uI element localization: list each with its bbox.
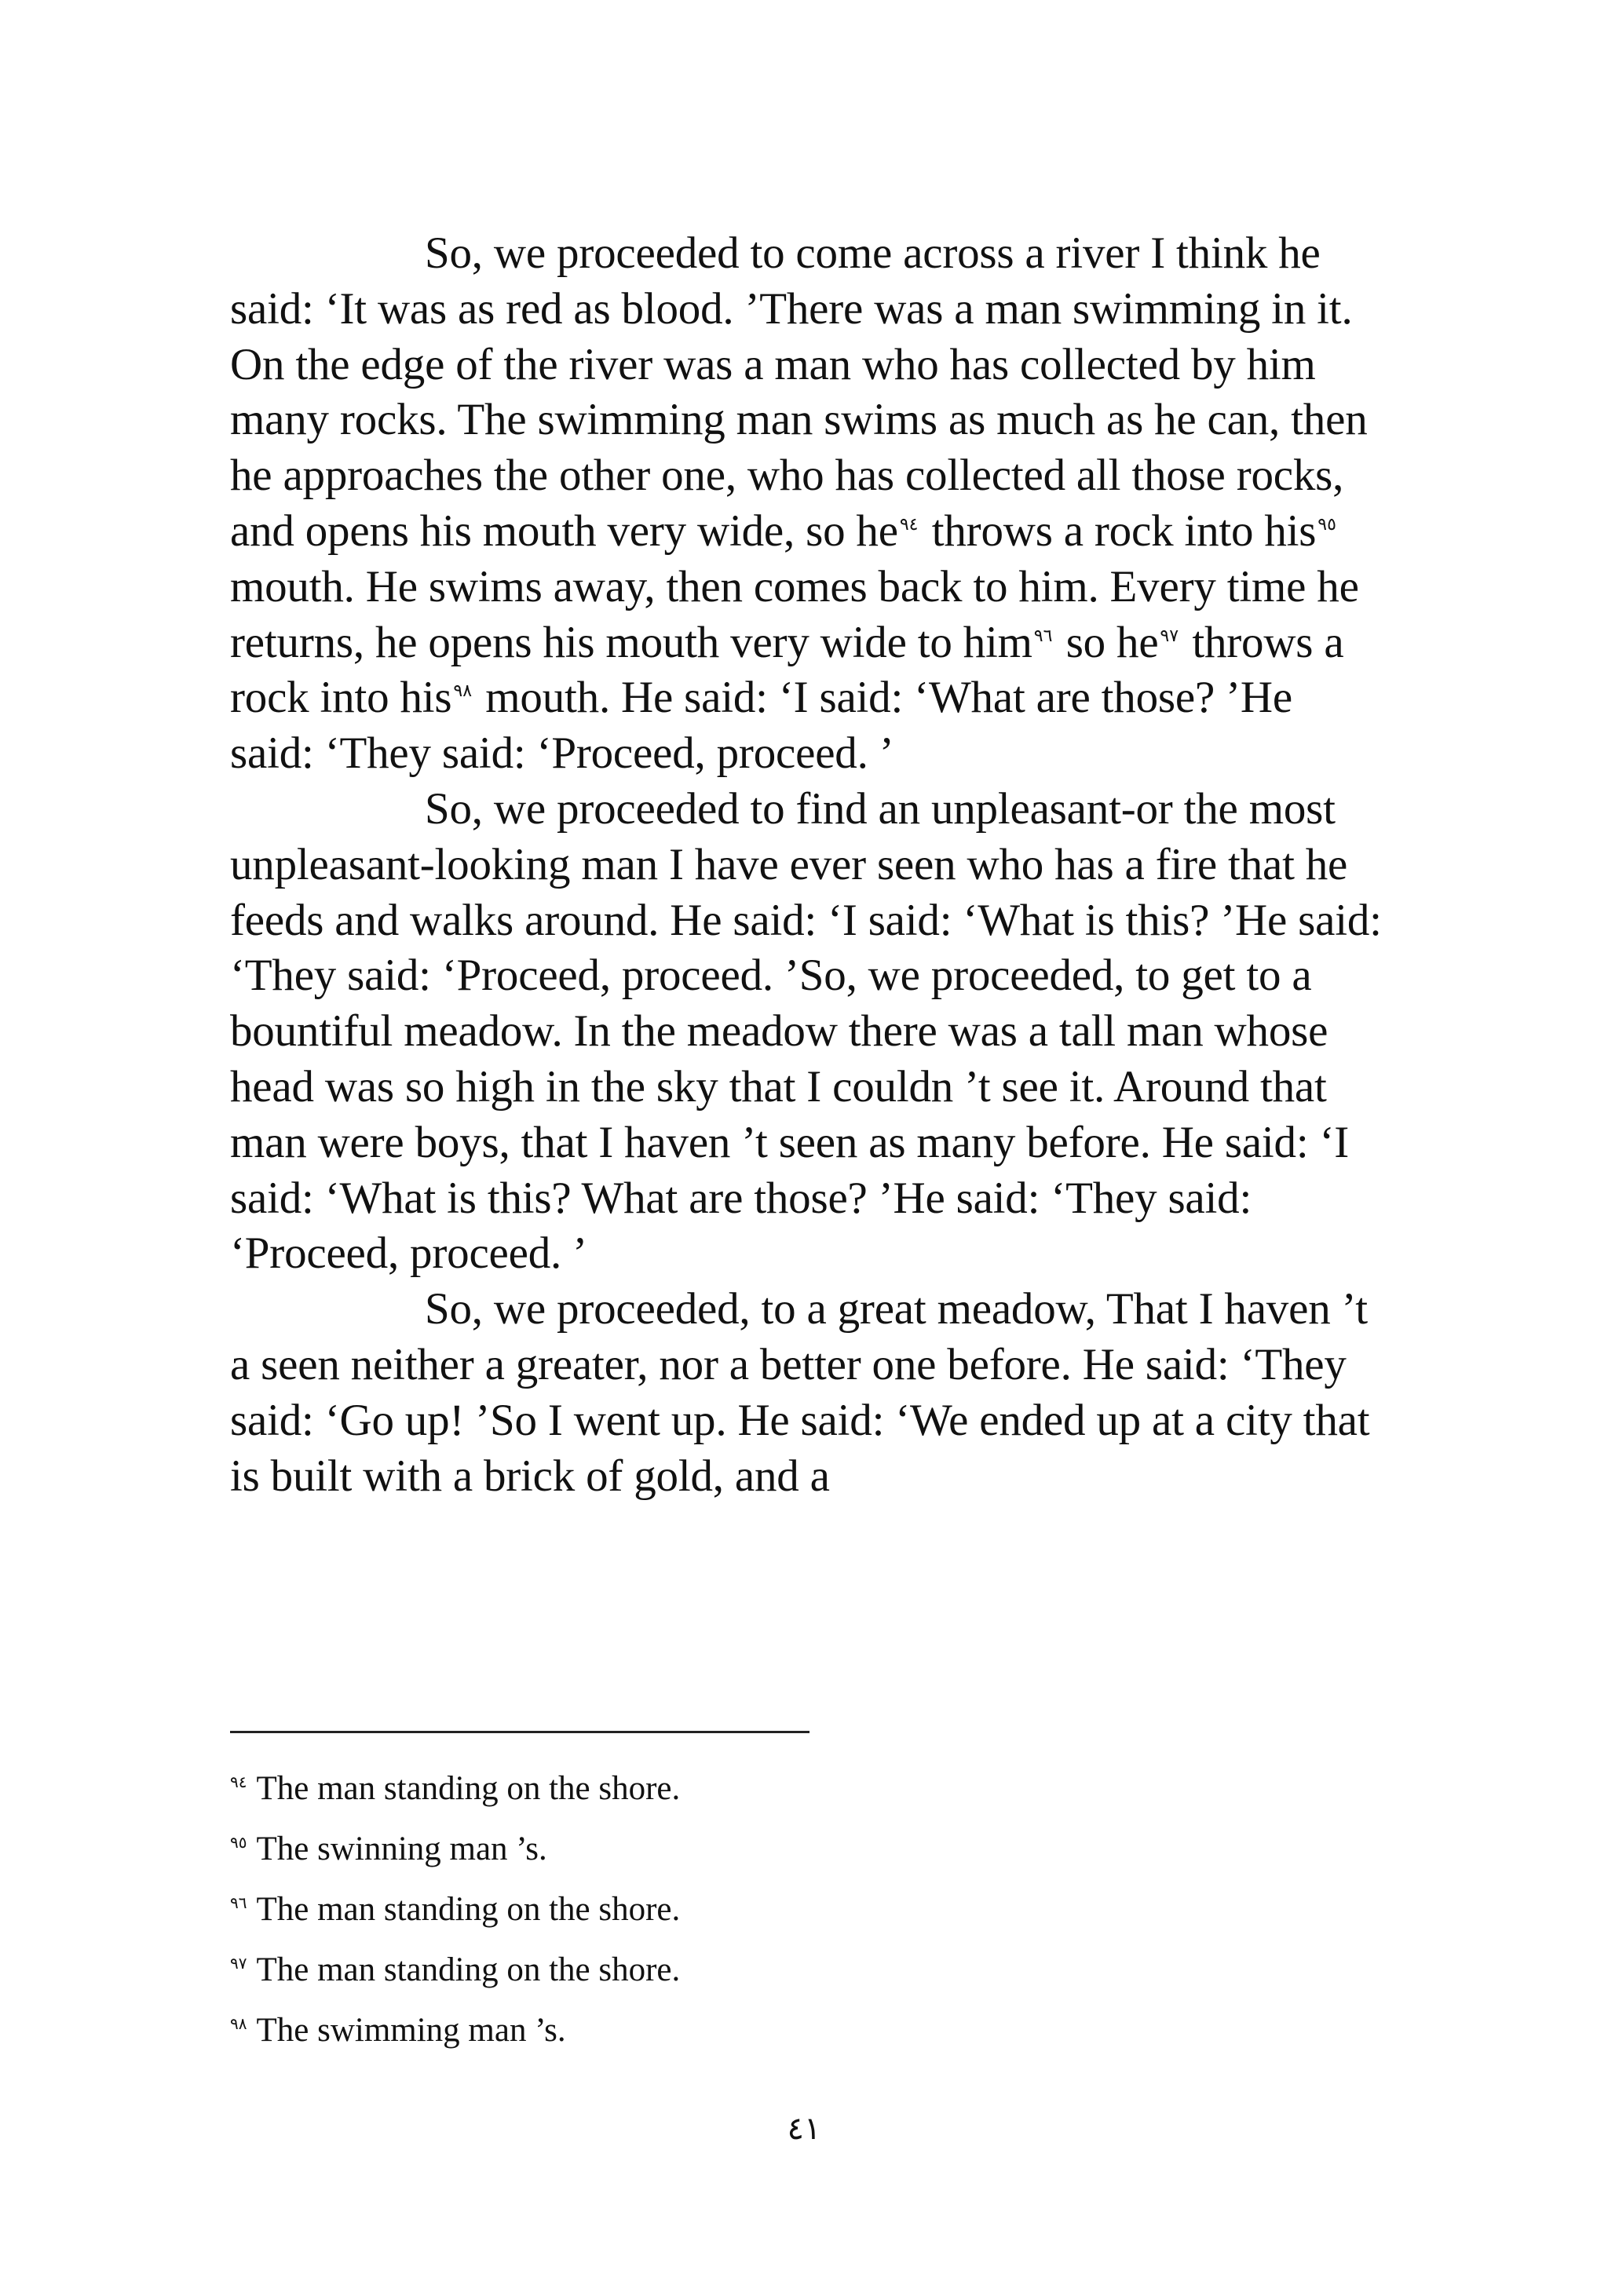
footnote-ref-98[interactable]: ٩٨ (453, 681, 473, 701)
paragraph-2: So, we proceeded to find an unpleasant-or the most unpleasant-looking man I have ever seen who has a fire that he feeds and walks around. He said: ‘I said: ‘What is this? ’He said: ‘They said: ‘Proceed, proceed. ’So, we proceeded, to get to a bountiful meadow. In the meadow there was a tall man whose head was so high in the sky that I couldn ’t see it. Around that man were boys, that I haven ’t seen as many before. He said: ‘I said: ‘What is this? What are those? ’He said: ‘They said: ‘Proceed, proceed. ’ (230, 783, 1382, 1279)
footnote-ref-97[interactable]: ٩٧ (1160, 625, 1179, 645)
paragraph-1-text-2: throws a rock into his (920, 506, 1317, 556)
paragraph-1-text-1: So, we proceeded to come across a river I think he said: ‘It was as red as blood. ’There was a man swimming in it. On the edge of the river was a man who has collected by him many rocks. The swimming man swims as much as he can, then he approaches the other one, who has collected all those rocks, and opens his mouth very wide, so he (230, 228, 1368, 556)
footnote-divider (230, 1731, 809, 1733)
footnote-mark: ٩٨ (230, 2015, 247, 2033)
body-text (230, 226, 1384, 1504)
page-number: ٤١ (787, 2111, 821, 2146)
footnote-text: The man standing on the shore. (256, 1891, 681, 1928)
footnote-mark: ٩٧ (230, 1955, 247, 1973)
paragraph-1-text-3: mouth. He swims away, then comes back to him. Every time he returns, he opens his mouth very wide to him (230, 561, 1359, 667)
paragraph-3: So, we proceeded, to a great meadow, That I haven ’t a seen neither a greater, nor a better one before. He said: ‘They said: ‘Go up! ’So I went up. He said: ‘We ended up at a city that is built with a brick of gold, and a (230, 1284, 1370, 1501)
paragraph-1 (230, 226, 1384, 782)
footnote-ref-96[interactable]: ٩٦ (1033, 625, 1053, 645)
footnote-94 (230, 1758, 1329, 1819)
footnote-text: The swimming man ’s. (256, 2012, 566, 2049)
footnote-95 (230, 1819, 1329, 1879)
footnote-text: The man standing on the shore. (256, 1770, 681, 1807)
footnote-mark: ٩٦ (230, 1894, 247, 1912)
footnote-text: The man standing on the shore. (256, 1951, 681, 1988)
footnote-96 (230, 1879, 1329, 1940)
footnote-ref-94[interactable]: ٩٤ (899, 513, 919, 534)
footnote-98 (230, 2000, 1329, 2061)
footnote-mark: ٩٤ (230, 1773, 247, 1791)
footnote-mark: ٩٥ (230, 1834, 247, 1852)
paragraph-1-text-5: throws a rock into his (230, 617, 1344, 723)
paragraph-1-text-6: mouth. He said: ‘I said: ‘What are those? ’He said: ‘They said: ‘Proceed, proceed. ’ (230, 673, 1292, 779)
paragraph-1-text-4: so he (1054, 617, 1159, 667)
footnote-ref-95[interactable]: ٩٥ (1317, 513, 1336, 534)
footnote-97 (230, 1940, 1329, 2000)
footnotes (230, 1758, 1329, 2061)
footnote-text: The swinning man ’s. (256, 1831, 547, 1867)
